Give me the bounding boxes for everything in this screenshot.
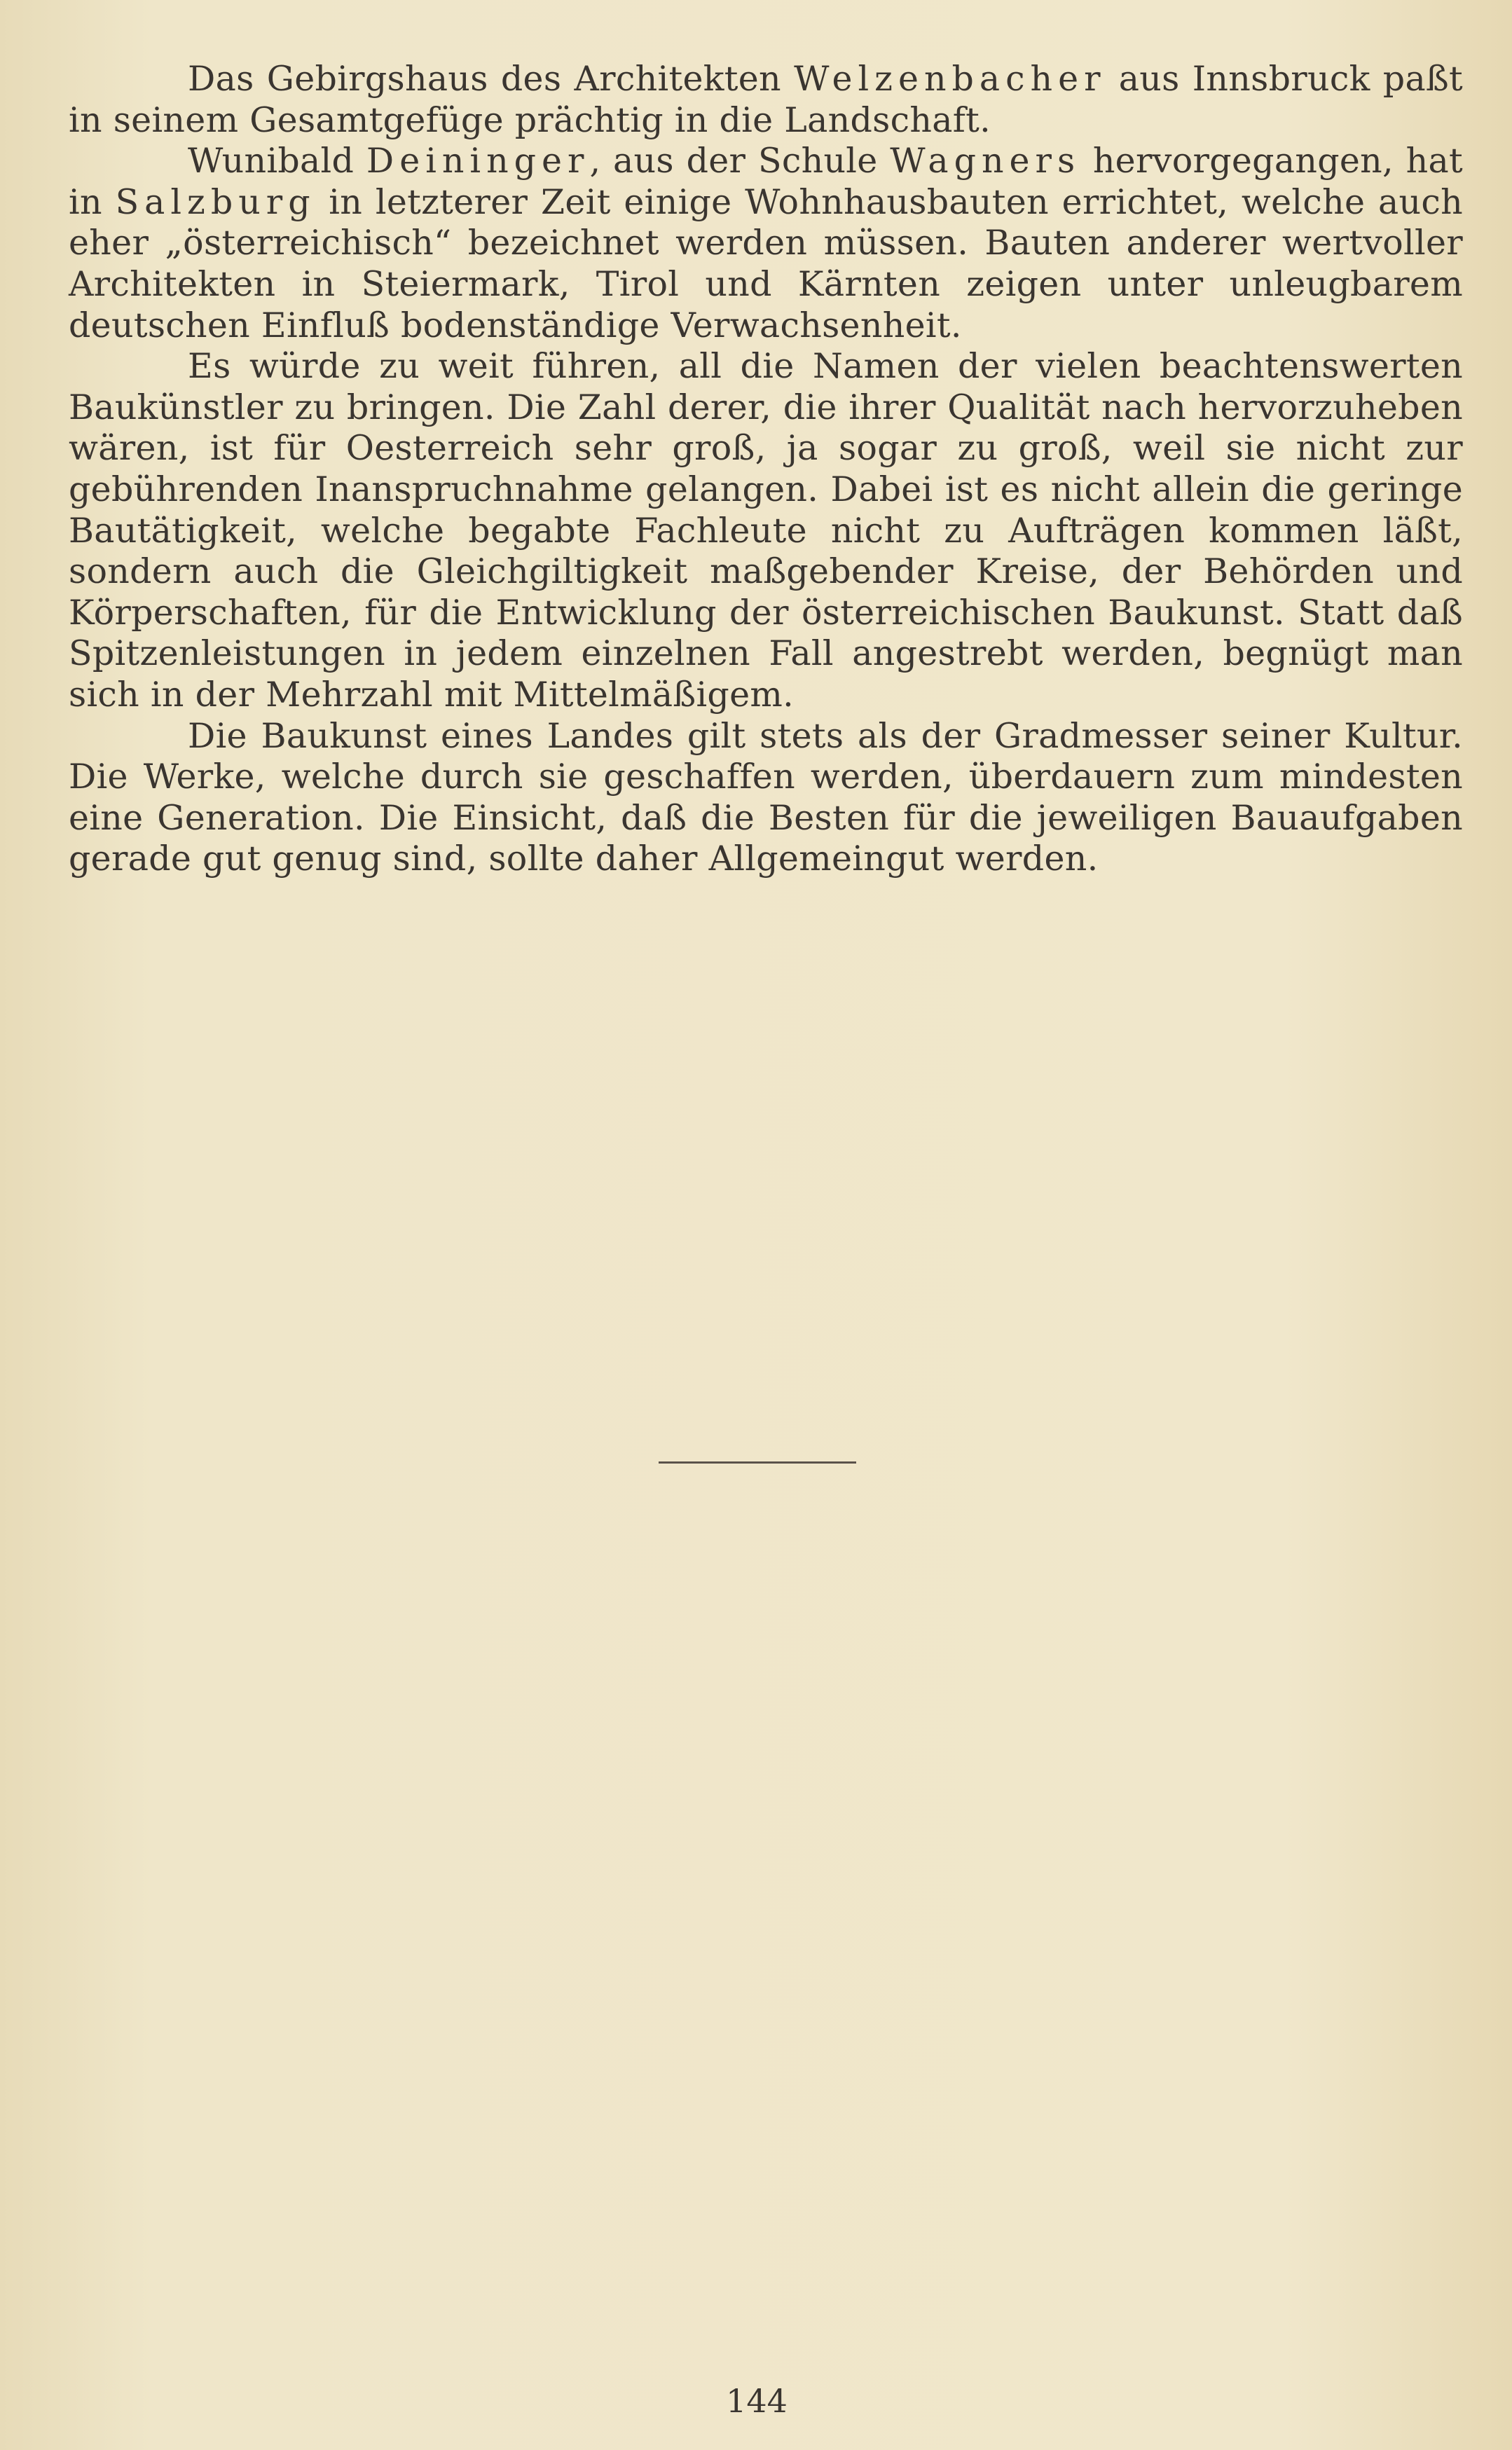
- body-text: [69, 59, 1463, 880]
- text-segment: Die Baukunst eines Landes gilt stets als der Gradmesser seiner Kultur. Die Werke, welche durch sie geschaffen werden, überdauern zum mindesten eine Generation. Die Einsicht, daß die Besten für die jeweiligen Bauaufgaben gerade gut genug sind, sollte daher Allgemeingut werden.: [69, 715, 1463, 879]
- paragraph: [69, 716, 1463, 880]
- spaced-name: Wagners: [890, 141, 1081, 181]
- page-number: 144: [726, 2382, 788, 2420]
- paragraph: [69, 59, 1463, 141]
- text-segment: Es würde zu weit führen, all die Namen der vielen beachtenswerten Baukünstler zu bringen. Die Zahl derer, die ihrer Qualität nach hervorzuheben wären, ist für Oesterreich sehr groß, ja sogar zu groß, weil sie nicht zur gebührenden Inanspruchnahme gelangen. Dabei ist es nicht allein die geringe Bautätigkeit, welche begabte Fachleute nicht zu Aufträgen kommen läßt, sondern auch die Gleichgiltigkeit maßgebender Kreise, der Behörden und Körperschaften, für die Entwicklung der österreichischen Baukunst. Statt daß Spitzenleistungen in jedem einzelnen Fall angestrebt werden, begnügt man sich in der Mehrzahl mit Mittelmäßigem.: [69, 346, 1463, 715]
- text-segment: in letzterer Zeit einige Wohnhausbauten errichtet, welche auch eher „österreichisch“ bezeichnet werden müssen. Bauten anderer wertvoller Architekten in Steiermark, Tirol und Kärnten zeigen unter unleugbarem deutschen Einfluß bodenständige Verwachsenheit.: [69, 181, 1463, 345]
- spaced-name: Deininger: [366, 141, 590, 181]
- spaced-name: Welzenbacher: [794, 59, 1106, 99]
- text-segment: , aus der Schule: [589, 141, 891, 181]
- text-segment: Das Gebirgshaus des Architekten: [188, 59, 795, 99]
- paragraph: [69, 141, 1463, 346]
- text-segment: aus Innsbruck paßt in seinem Gesamtgefüge prächtig in die Landschaft.: [69, 59, 1463, 140]
- text-segment: Wunibald: [188, 141, 366, 181]
- section-divider: [659, 1461, 856, 1464]
- text-segment: hervorgegangen, hat in: [69, 141, 1463, 222]
- spaced-name: Salzburg: [115, 181, 316, 222]
- paragraph: [69, 346, 1463, 715]
